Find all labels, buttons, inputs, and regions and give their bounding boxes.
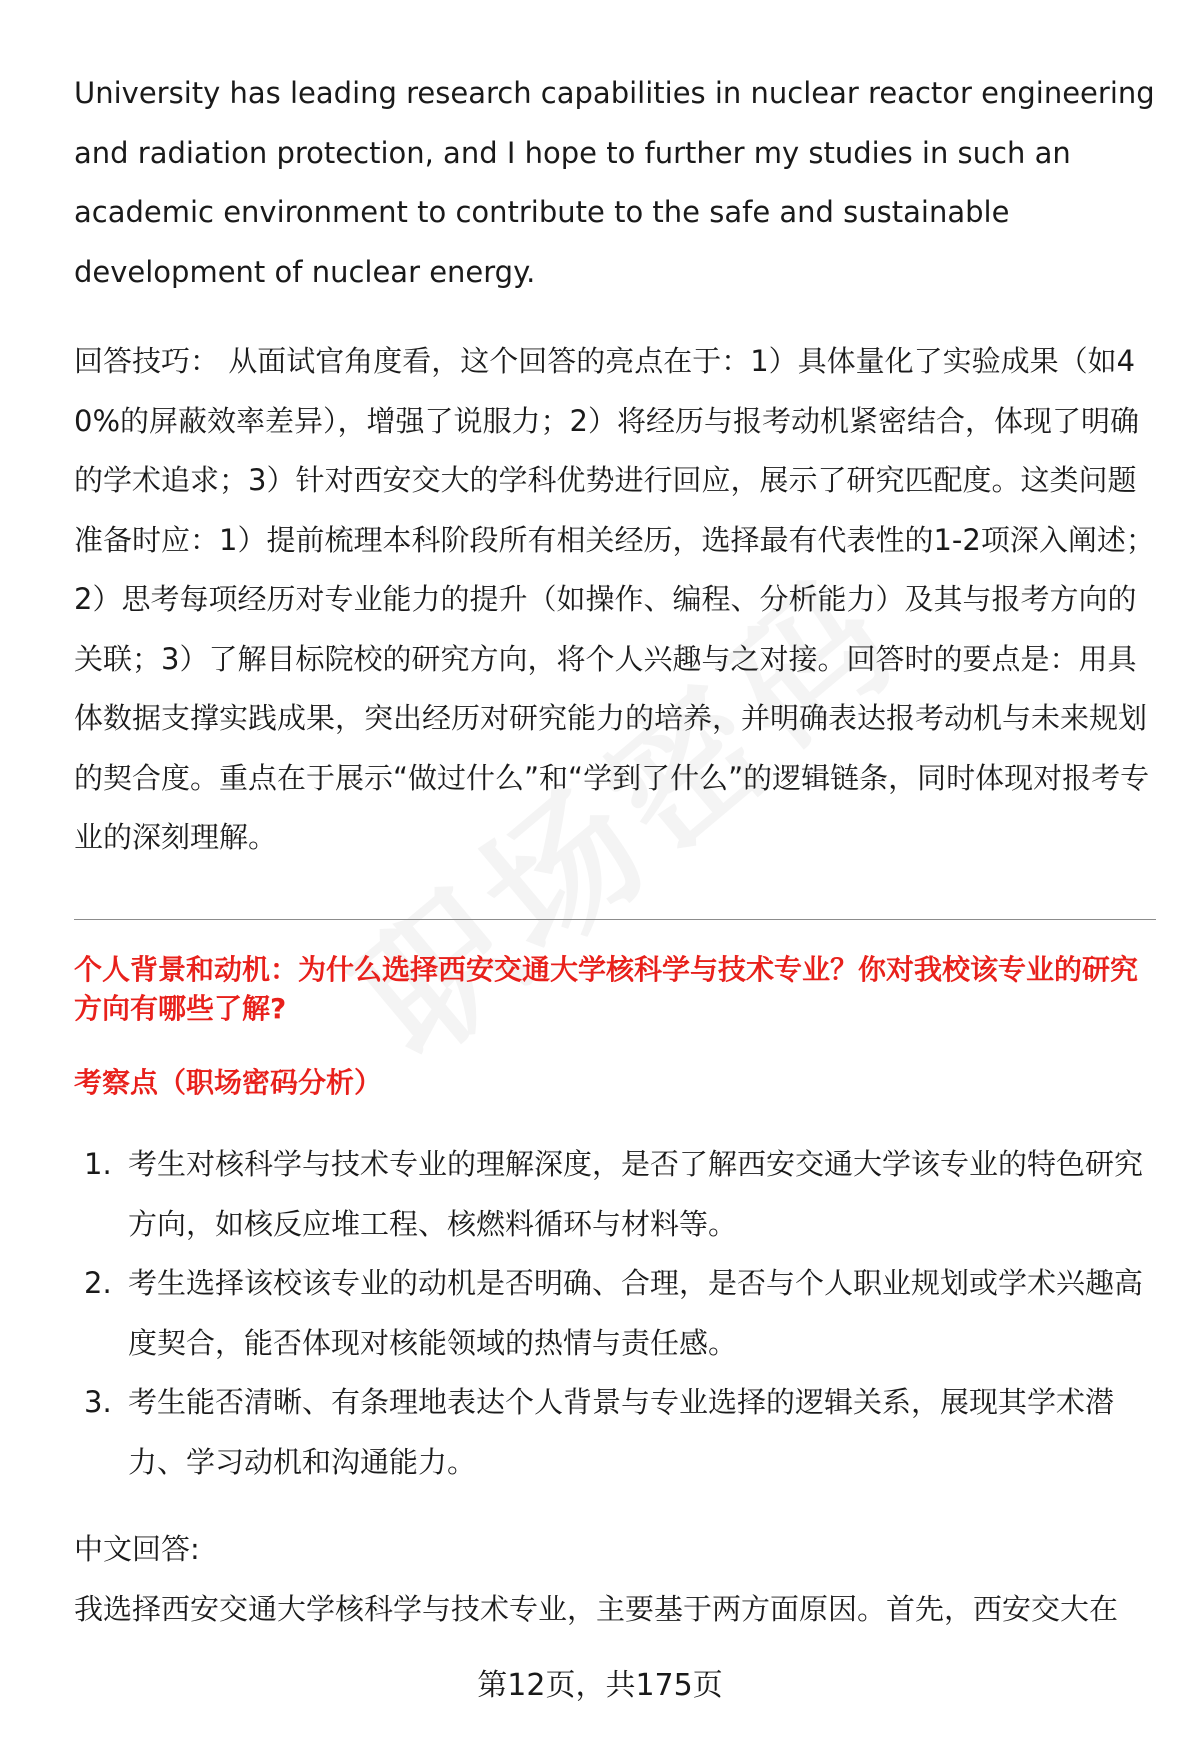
list-item-text: 考生选择该校该专业的动机是否明确、合理，是否与个人职业规划或学术兴趣高度契合，能否体现对核能领域的热情与责任感。 (128, 1266, 1144, 1360)
list-item-text: 考生能否清晰、有条理地表达个人背景与专业选择的逻辑关系，展现其学术潜力、学习动机和沟通能力。 (128, 1385, 1115, 1479)
chinese-answer-text: 我选择西安交通大学核科学与技术专业，主要基于两方面原因。首先，西安交大在 (74, 1592, 1119, 1626)
assessment-points-heading: 考察点（职场密码分析） (74, 1066, 383, 1099)
list-item-number: 1. (84, 1147, 112, 1181)
page-number-footer: 第12页，共175页 (477, 1668, 723, 1703)
list-item-number: 2. (84, 1266, 112, 1300)
question-heading: 个人背景和动机：为什么选择西安交通大学核科学与技术专业？你对我校该专业的研究方向有哪些了解? (74, 953, 1139, 1025)
list-item (74, 1254, 1156, 1373)
list-item-text: 考生对核科学与技术专业的理解深度，是否了解西安交通大学该专业的特色研究方向，如核反应堆工程、核燃料循环与材料等。 (128, 1147, 1144, 1241)
assessment-points-list (74, 1135, 1156, 1492)
list-item-number: 3. (84, 1385, 112, 1419)
english-answer-continuation: University has leading research capabilities in nuclear reactor engineering and radiation protection, and I hope to further my studies in such an academic environment to contribute to the safe and sustainable development of nuclear energy. (74, 76, 1155, 289)
list-item (74, 1373, 1156, 1492)
list-item (74, 1135, 1156, 1254)
answer-tips-paragraph: 回答技巧： 从面试官角度看，这个回答的亮点在于：1）具体量化了实验成果（如40%的屏蔽效率差异），增强了说服力；2）将经历与报考动机紧密结合，体现了明确的学术追求；3）针对西安交大的学科优势进行回应，展示了研究匹配度。这类问题准备时应：1）提前梳理本科阶段所有相关经历，选择最有代表性的1-2项深入阐述；2）思考每项经历对专业能力的提升（如操作、编程、分析能力）及其与报考方向的关联；3）了解目标院校的研究方向，将个人兴趣与之对接。回答时的要点是：用具体数据支撑实践成果，突出经历对研究能力的培养，并明确表达报考动机与未来规划的契合度。重点在于展示“做过什么”和“学到了什么”的逻辑链条，同时体现对报考专业的深刻理解。 (74, 344, 1155, 854)
section-divider (74, 919, 1156, 920)
document-body (74, 64, 1156, 868)
chinese-answer-label: 中文回答: (74, 1532, 200, 1566)
